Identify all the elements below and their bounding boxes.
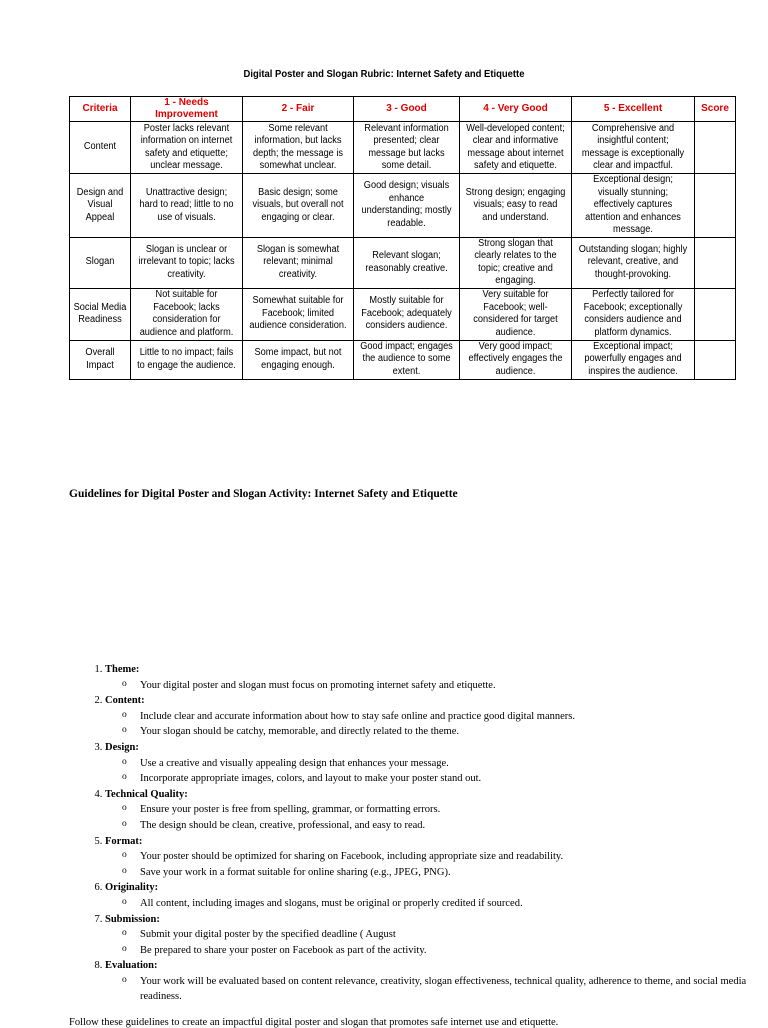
rubric-cell: Slogan is somewhat relevant; minimal creativity. — [243, 237, 354, 288]
sub-item: o Use a creative and visually appealing design that enhances your message. — [140, 756, 765, 772]
criteria-cell: Overall Impact — [70, 340, 131, 379]
sub-list — [105, 927, 765, 958]
sub-list — [105, 896, 765, 912]
score-cell[interactable] — [695, 288, 736, 340]
item-label: Evaluation: — [105, 960, 158, 972]
rubric-cell: Well-developed content; clear and informative message about internet safety and etiquette. — [460, 122, 572, 174]
item-label: Theme: — [105, 664, 140, 675]
table-row — [70, 237, 736, 288]
header-very-good: 4 - Very Good — [460, 97, 572, 122]
criteria-cell: Design and Visual Appeal — [70, 174, 131, 238]
sub-item: o Your digital poster and slogan must focus on promoting internet safety and etiquette. — [140, 678, 765, 694]
score-cell[interactable] — [695, 122, 736, 174]
score-cell[interactable] — [695, 174, 736, 238]
sub-item: o Ensure your poster is free from spelling, grammar, or formatting errors. — [140, 802, 765, 818]
item-label: Content: — [105, 695, 145, 707]
rubric-cell: Good impact; engages the audience to some extent. — [354, 340, 460, 379]
guidelines-title: Guidelines for Digital Poster and Slogan Activity: Internet Safety and Etiquette — [69, 488, 458, 500]
list-item — [105, 958, 765, 1005]
table-row — [70, 340, 736, 379]
sub-item: o Submit your digital poster by the specified deadline ( August — [140, 927, 765, 943]
sub-item: o The design should be clean, creative, professional, and easy to read. — [140, 818, 765, 834]
rubric-table — [69, 96, 736, 380]
sub-item: o Include clear and accurate information about how to stay safe online and practice good digital manners. — [140, 709, 765, 725]
footer-text: Follow these guidelines to create an impactful digital poster and slogan that promotes safe internet use and etiquette. — [69, 1017, 559, 1028]
rubric-cell: Slogan is unclear or irrelevant to topic; lacks creativity. — [131, 237, 243, 288]
list-item — [105, 834, 765, 881]
rubric-cell: Relevant information presented; clear message but lacks some detail. — [354, 122, 460, 174]
item-label: Format: — [105, 835, 143, 847]
rubric-cell: Very suitable for Facebook; well-considered for target audience. — [460, 288, 572, 340]
sub-list — [105, 849, 765, 880]
list-item — [105, 693, 765, 740]
rubric-cell: Unattractive design; hard to read; little to no use of visuals. — [131, 174, 243, 238]
list-item — [105, 740, 765, 787]
sub-item: o Your slogan should be catchy, memorable, and directly related to the theme. — [140, 724, 765, 740]
rubric-cell: Somewhat suitable for Facebook; limited audience consideration. — [243, 288, 354, 340]
header-score: Score — [695, 97, 736, 122]
rubric-cell: Not suitable for Facebook; lacks consideration for audience and platform. — [131, 288, 243, 340]
guidelines-list — [69, 662, 765, 1005]
criteria-cell: Slogan — [70, 237, 131, 288]
item-label: Design: — [105, 741, 139, 753]
header-criteria: Criteria — [70, 97, 131, 122]
sub-list — [105, 678, 765, 694]
rubric-cell: Good design; visuals enhance understanding; mostly readable. — [354, 174, 460, 238]
rubric-cell: Mostly suitable for Facebook; adequately considers audience. — [354, 288, 460, 340]
criteria-cell: Social Media Readiness — [70, 288, 131, 340]
rubric-cell: Perfectly tailored for Facebook; exceptionally considers audience and platform dynamics. — [572, 288, 695, 340]
rubric-cell: Strong design; engaging visuals; easy to read and understand. — [460, 174, 572, 238]
list-item — [105, 912, 765, 959]
rubric-cell: Basic design; some visuals, but overall not engaging or clear. — [243, 174, 354, 238]
list-item — [105, 787, 765, 834]
criteria-cell: Content — [70, 122, 131, 174]
sub-item: o Save your work in a format suitable for online sharing (e.g., JPEG, PNG). — [140, 865, 765, 881]
header-fair: 2 - Fair — [243, 97, 354, 122]
rubric-cell: Outstanding slogan; highly relevant, creative, and thought-provoking. — [572, 237, 695, 288]
sub-list — [105, 974, 765, 1005]
score-cell[interactable] — [695, 340, 736, 379]
rubric-cell: Little to no impact; fails to engage the audience. — [131, 340, 243, 379]
sub-list — [105, 756, 765, 787]
item-label: Technical Quality: — [105, 788, 188, 800]
sub-item: o Your work will be evaluated based on content relevance, creativity, slogan effectiveness, technical quality, adherence to theme, and social media readiness. — [140, 974, 765, 1005]
header-good: 3 - Good — [354, 97, 460, 122]
table-row — [70, 288, 736, 340]
sub-item: o Be prepared to share your poster on Facebook as part of the activity. — [140, 943, 765, 959]
sub-item: o All content, including images and slogans, must be original or properly credited if sourced. — [140, 896, 765, 912]
rubric-cell: Relevant slogan; reasonably creative. — [354, 237, 460, 288]
rubric-cell: Some impact, but not engaging enough. — [243, 340, 354, 379]
table-row — [70, 122, 736, 174]
sub-list — [105, 802, 765, 833]
item-label: Submission: — [105, 913, 160, 925]
rubric-title: Digital Poster and Slogan Rubric: Internet Safety and Etiquette — [243, 68, 525, 80]
rubric-cell: Exceptional impact; powerfully engages and inspires the audience. — [572, 340, 695, 379]
item-label: Originality: — [105, 882, 159, 894]
header-needs-improvement: 1 - Needs Improvement — [131, 97, 243, 122]
rubric-cell: Comprehensive and insightful content; message is exceptionally clear and impactful. — [572, 122, 695, 174]
rubric-cell: Very good impact; effectively engages the audience. — [460, 340, 572, 379]
list-item — [105, 880, 765, 911]
score-cell[interactable] — [695, 237, 736, 288]
rubric-cell: Exceptional design; visually stunning; effectively captures attention and enhances message. — [572, 174, 695, 238]
sub-item: o Incorporate appropriate images, colors, and layout to make your poster stand out. — [140, 771, 765, 787]
sub-list — [105, 709, 765, 740]
list-item — [105, 662, 765, 693]
rubric-cell: Strong slogan that clearly relates to the topic; creative and engaging. — [460, 237, 572, 288]
rubric-cell: Poster lacks relevant information on internet safety and etiquette; unclear message. — [131, 122, 243, 174]
header-excellent: 5 - Excellent — [572, 97, 695, 122]
sub-item: o Your poster should be optimized for sharing on Facebook, including appropriate size and readability. — [140, 849, 765, 865]
rubric-cell: Some relevant information, but lacks depth; the message is somewhat unclear. — [243, 122, 354, 174]
table-row — [70, 174, 736, 238]
rubric-header-row — [70, 97, 736, 122]
